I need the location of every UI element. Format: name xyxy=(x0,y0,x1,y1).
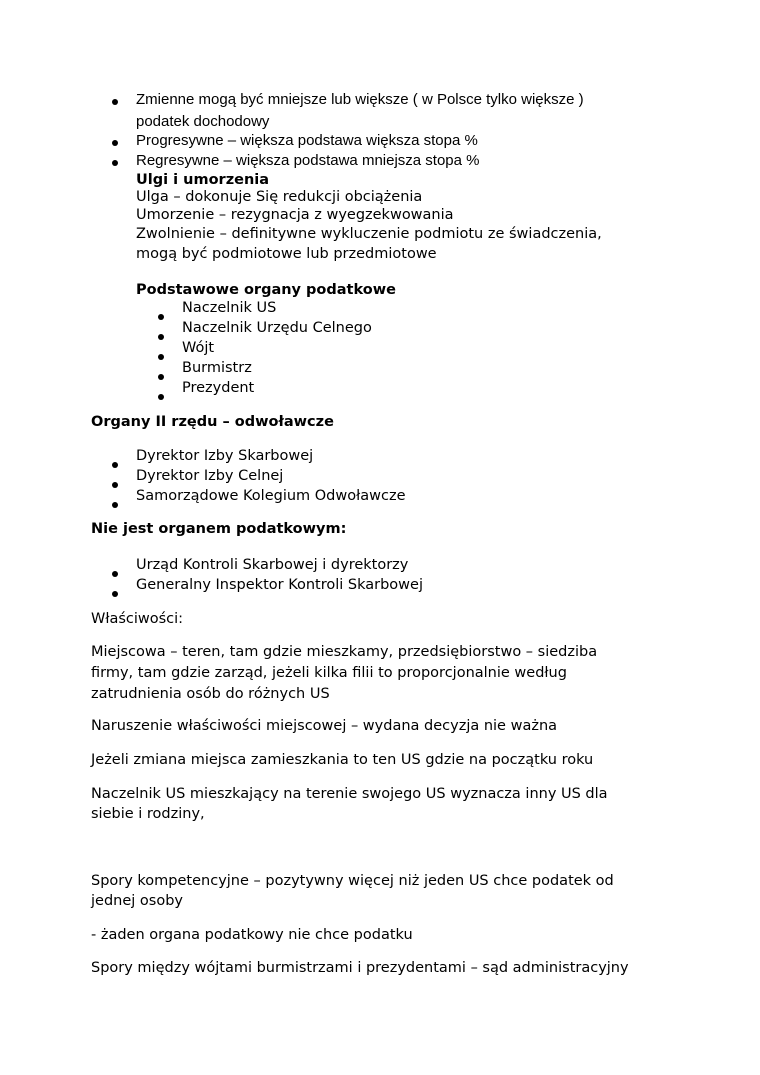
list-item-text-cont: podatek dochodowy xyxy=(136,113,270,130)
bullet-icon xyxy=(112,482,118,488)
bullet-icon xyxy=(158,334,164,340)
list-item-text: Generalny Inspektor Kontroli Skarbowej xyxy=(136,577,423,593)
list-item xyxy=(158,366,164,386)
list-item-text: Zmienne mogą być mniejsze lub większe ( w Polsce tylko większe ) xyxy=(136,91,584,108)
wlasciwosci-heading: Właściwości: xyxy=(91,611,184,627)
list-item-text: Progresywne – większa podstawa większa stopa % xyxy=(136,132,478,149)
list-item-text: Naczelnik Urzędu Celnego xyxy=(182,320,372,336)
paragraph: Jeżeli zmiana miejsca zamieszkania to ten US gdzie na początku roku xyxy=(91,752,594,768)
bullet-icon xyxy=(112,591,118,597)
paragraph-line: firmy, tam gdzie zarząd, jeżeli kilka filii to proporcjonalnie według xyxy=(91,665,567,681)
list-item xyxy=(112,474,118,494)
bullet-icon xyxy=(158,354,164,360)
paragraph-line: Naczelnik US mieszkający na terenie swojego US wyznacza inny US dla xyxy=(91,786,608,802)
ulgi-heading: Ulgi i umorzenia xyxy=(136,172,270,188)
list-item-text: Urząd Kontroli Skarbowej i dyrektorzy xyxy=(136,557,409,573)
list-item xyxy=(112,152,118,172)
paragraph: Spory między wójtami burmistrzami i prezydentami – sąd administracyjny xyxy=(91,960,629,976)
list-item-text: Burmistrz xyxy=(182,360,252,376)
bullet-icon xyxy=(158,374,164,380)
organy2-heading: Organy II rzędu – odwoławcze xyxy=(91,414,334,430)
paragraph-line: siebie i rodziny, xyxy=(91,806,205,822)
bullet-icon xyxy=(112,502,118,508)
list-item xyxy=(112,454,118,474)
paragraph-line: jednej osoby xyxy=(91,893,183,909)
zwolnienie-line-cont: mogą być podmiotowe lub przedmiotowe xyxy=(136,246,437,262)
list-item xyxy=(112,494,118,514)
list-item xyxy=(158,326,164,346)
bullet-icon xyxy=(158,314,164,320)
paragraph: - żaden organa podatkowy nie chce podatku xyxy=(91,927,413,943)
bullet-icon xyxy=(112,571,118,577)
list-item xyxy=(158,306,164,326)
list-item xyxy=(112,563,118,583)
paragraph-line: Spory kompetencyjne – pozytywny więcej niż jeden US chce podatek od xyxy=(91,873,614,889)
list-item-text: Regresywne – większa podstawa mniejsza stopa % xyxy=(136,152,480,169)
paragraph-line: zatrudnienia osób do różnych US xyxy=(91,686,330,702)
list-item xyxy=(112,583,118,603)
list-item-text: Samorządowe Kolegium Odwoławcze xyxy=(136,488,406,504)
paragraph: Naruszenie właściwości miejscowej – wydana decyzja nie ważna xyxy=(91,718,558,734)
list-item-text: Dyrektor Izby Skarbowej xyxy=(136,448,314,464)
bullet-icon xyxy=(158,394,164,400)
bullet-icon xyxy=(112,140,118,146)
list-item-text: Naczelnik US xyxy=(182,300,277,316)
list-item-text: Prezydent xyxy=(182,380,255,396)
list-item xyxy=(112,132,118,152)
list-item xyxy=(112,91,118,111)
paragraph-line: Miejscowa – teren, tam gdzie mieszkamy, przedsiębiorstwo – siedziba xyxy=(91,644,598,660)
umorzenie-line: Umorzenie – rezygnacja z wyegzekwowania xyxy=(136,207,454,223)
list-item-text: Wójt xyxy=(182,340,215,356)
list-item-text: Dyrektor Izby Celnej xyxy=(136,468,284,484)
bullet-icon xyxy=(112,462,118,468)
bullet-icon xyxy=(112,160,118,166)
bullet-icon xyxy=(112,99,118,105)
list-item xyxy=(158,346,164,366)
ulgi-line: Ulga – dokonuje Się redukcji obciążenia xyxy=(136,189,423,205)
nie-organ-heading: Nie jest organem podatkowym: xyxy=(91,521,347,537)
organy-heading: Podstawowe organy podatkowe xyxy=(136,282,396,298)
zwolnienie-line: Zwolnienie – definitywne wykluczenie podmiotu ze świadczenia, xyxy=(136,226,602,242)
list-item xyxy=(158,386,164,406)
